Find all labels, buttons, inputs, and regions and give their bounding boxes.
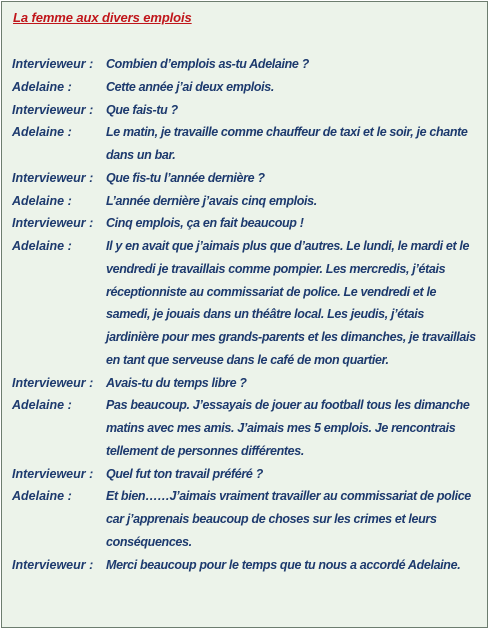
speaker-label: Adelaine : bbox=[12, 239, 72, 253]
dialogue-text: Cinq emplois, ça en fait beaucoup ! bbox=[106, 216, 304, 231]
dialogue-row bbox=[12, 235, 482, 372]
dialogue-row bbox=[12, 167, 482, 190]
dialogue-row bbox=[12, 463, 482, 486]
speaker-label: Adelaine : bbox=[12, 398, 72, 413]
speaker-label: Adelaine : bbox=[12, 489, 72, 504]
document-title: La femme aux divers emplois bbox=[13, 10, 192, 25]
dialogue-text: Il y en avait que j’aimais plus que d’autres. Le lundi, le mardi et le vendredi je travaillais comme pompier. Les mercredis, j’étais réceptionniste au commissariat de police. Le vendredi et le samedi, je jouais dans un théâtre local. Les jeudis, j’étais jardinière pour mes grands-parents et les dimanches, je travaillais en tant que serveuse dans le café de mon quartier. bbox=[106, 239, 476, 367]
dialogue-text: L’année dernière j’avais cinq emplois. bbox=[106, 193, 317, 208]
dialogue-list bbox=[12, 53, 482, 576]
dialogue-text: Cette année j’ai deux emplois. bbox=[106, 79, 275, 94]
dialogue-text: Que fais-tu ? bbox=[106, 102, 178, 117]
speaker-label: Adelaine : bbox=[12, 193, 72, 208]
dialogue-row bbox=[12, 554, 482, 577]
speaker-label: Intervieweur : bbox=[12, 466, 94, 481]
speaker-label: Intervieweur : bbox=[12, 375, 94, 390]
dialogue-row bbox=[12, 99, 482, 122]
dialogue-row bbox=[12, 372, 482, 395]
speaker-label: Adelaine : bbox=[12, 79, 72, 94]
dialogue-text: Merci beaucoup pour le temps que tu nous a accordé Adelaine. bbox=[106, 557, 461, 572]
speaker-label: Intervieweur : bbox=[12, 216, 94, 231]
dialogue-row bbox=[12, 121, 482, 167]
document-frame bbox=[1, 1, 488, 628]
speaker-label: Intervieweur : bbox=[12, 557, 94, 572]
speaker-label: Intervieweur : bbox=[12, 170, 94, 185]
dialogue-row bbox=[12, 212, 482, 235]
dialogue-row bbox=[12, 485, 482, 553]
dialogue-text: Que fis-tu l’année dernière ? bbox=[106, 170, 265, 185]
dialogue-row bbox=[12, 394, 482, 462]
speaker-label: Adelaine : bbox=[12, 125, 72, 140]
speaker-label: Intervieweur : bbox=[12, 102, 94, 117]
dialogue-row bbox=[12, 76, 482, 99]
dialogue-text: Quel fut ton travail préféré ? bbox=[106, 466, 263, 481]
dialogue-text: Le matin, je travaille comme chauffeur de taxi et le soir, je chante dans un bar. bbox=[106, 125, 468, 162]
dialogue-row bbox=[12, 53, 482, 76]
dialogue-row bbox=[12, 190, 482, 213]
dialogue-text: Et bien……J’aimais vraiment travailler au commissariat de police car j’apprenais beaucoup de choses sur les crimes et leurs conséquences. bbox=[106, 489, 471, 549]
dialogue-text: Combien d’emplois as-tu Adelaine ? bbox=[106, 57, 309, 71]
speaker-label: Intervieweur : bbox=[12, 57, 94, 71]
dialogue-text: Pas beaucoup. J’essayais de jouer au football tous les dimanche matins avec mes amis. J’aimais mes 5 emplois. Je rencontrais tellement de personnes différentes. bbox=[106, 398, 470, 458]
dialogue-text: Avais-tu du temps libre ? bbox=[106, 375, 247, 390]
